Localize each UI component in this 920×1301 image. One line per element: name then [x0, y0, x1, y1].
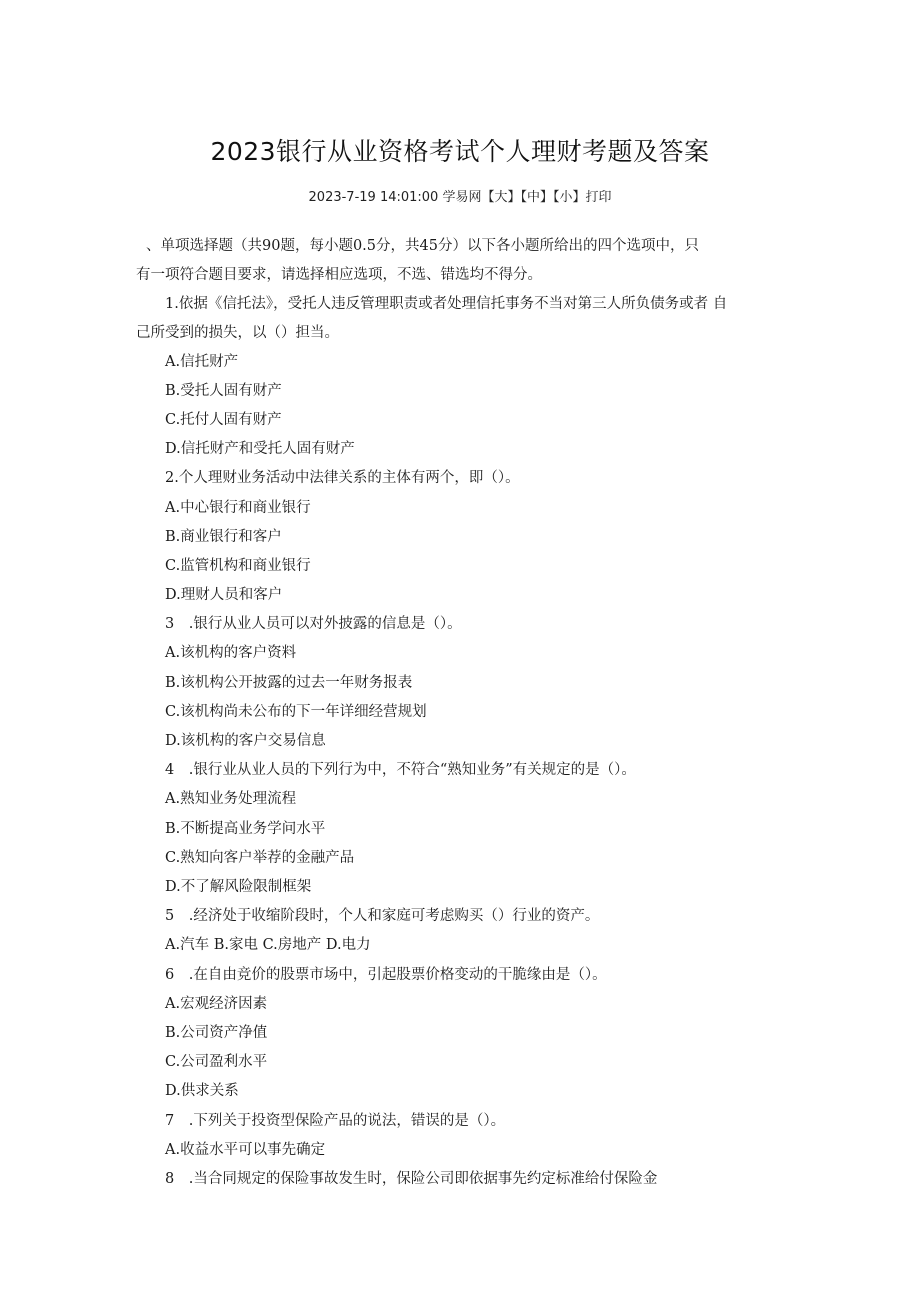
q4-option-c: C.熟知向客户举荐的金融产品 — [165, 850, 355, 866]
q7-stem: 7 .下列关于投资型保险产品的说法，错误的是（）。 — [165, 1113, 506, 1129]
q2-stem: 2.个人理财业务活动中法律关系的主体有两个，即（）。 — [165, 470, 520, 486]
q5-options: A.汽车 B.家电 C.房地产 D.电力 — [165, 937, 371, 953]
q5-stem: 5 .经济处于收缩阶段时，个人和家庭可考虑购买（）行业的资产。 — [165, 908, 600, 924]
q1-option-c: C.托付人固有财产 — [165, 412, 282, 428]
q6-option-b: B.公司资产净值 — [165, 1025, 268, 1041]
q1-option-b: B.受托人固有财产 — [165, 383, 282, 399]
page-title: 2023银行从业资格考试个人理财考题及答案 — [210, 137, 710, 166]
q4-stem: 4 .银行业从业人员的下列行为中，不符合“熟知业务”有关规定的是（）。 — [165, 762, 636, 778]
q3-option-d: D.该机构的客户交易信息 — [165, 733, 326, 749]
q3-option-c: C.该机构尚未公布的下一年详细经营规划 — [165, 704, 427, 720]
instructions-line-2: 有一项符合题目要求，请选择相应选项，不选、错选均不得分。 — [136, 267, 542, 283]
q1-option-d: D.信托财产和受托人固有财产 — [165, 441, 355, 457]
q2-option-c: C.监管机构和商业银行 — [165, 558, 311, 574]
q4-option-b: B.不断提高业务学问水平 — [165, 821, 326, 837]
instructions-line-1: 、单项选择题（共90题，每小题0.5分，共45分）以下各小题所给出的四个选项中，只 — [146, 238, 699, 254]
meta-line: 2023-7-19 14:01:00 学易网【大】【中】【小】打印 — [308, 190, 612, 205]
q2-option-a: A.中心银行和商业银行 — [165, 500, 311, 516]
q3-option-b: B.该机构公开披露的过去一年财务报表 — [165, 675, 413, 691]
q1-stem-line-1: 1.依据《信托法》，受托人违反管理职责或者处理信托事务不当对第三人所负债务或者 自 — [165, 296, 728, 312]
q6-stem: 6 .在自由竞价的股票市场中，引起股票价格变动的干脆缘由是（）。 — [165, 967, 607, 983]
q1-stem-line-2: 己所受到的损失，以（）担当。 — [136, 325, 339, 341]
q6-option-d: D.供求关系 — [165, 1083, 239, 1099]
q2-option-d: D.理财人员和客户 — [165, 587, 283, 603]
q4-option-a: A.熟知业务处理流程 — [165, 791, 297, 807]
q7-option-a: A.收益水平可以事先确定 — [165, 1142, 326, 1158]
q3-option-a: A.该机构的客户资料 — [165, 645, 297, 661]
q8-stem: 8 .当合同规定的保险事故发生时，保险公司即依据事先约定标准给付保险金 — [165, 1171, 658, 1187]
q6-option-a: A.宏观经济因素 — [165, 996, 268, 1012]
q2-option-b: B.商业银行和客户 — [165, 529, 282, 545]
q3-stem: 3 .银行从业人员可以对外披露的信息是（）。 — [165, 616, 462, 632]
q6-option-c: C.公司盈利水平 — [165, 1054, 268, 1070]
q1-option-a: A.信托财产 — [165, 354, 239, 370]
q4-option-d: D.不了解风险限制框架 — [165, 879, 312, 895]
